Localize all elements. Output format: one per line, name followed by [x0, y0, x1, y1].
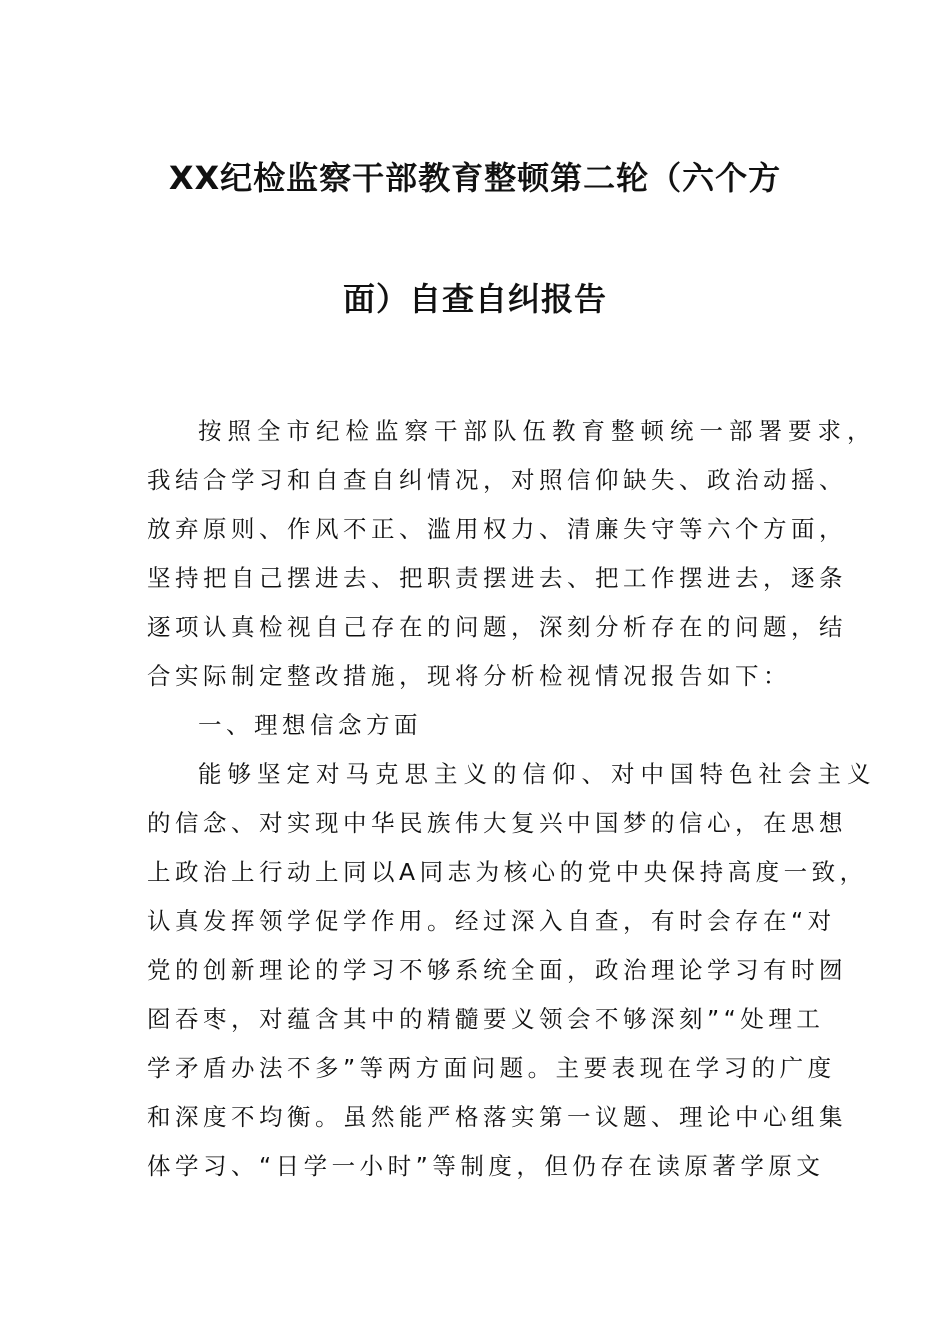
paragraph-line: 体学习、“日学一小时”等制度，但仍存在读原著学原文: [147, 1152, 825, 1180]
document-title-line-2: 面）自查自纠报告: [342, 280, 607, 318]
paragraph-line: 能够坚定对马克思主义的信仰、对中国特色社会主义: [198, 760, 877, 788]
section-heading: 一、理想信念方面: [198, 711, 422, 739]
paragraph-line: 党的创新理论的学习不够系统全面，政治理论学习有时囫: [147, 956, 847, 984]
paragraph-line: 我结合学习和自查自纠情况，对照信仰缺失、政治动摇、: [147, 466, 847, 494]
paragraph-line: 学矛盾办法不多”等两方面问题。主要表现在学习的广度: [147, 1054, 836, 1082]
paragraph-line: 放弃原则、作风不正、滥用权力、清廉失守等六个方面，: [147, 515, 847, 543]
paragraph-line: 上政治上行动上同以A同志为核心的党中央保持高度一致，: [147, 858, 868, 886]
paragraph-line: 逐项认真检视自己存在的问题，深刻分析存在的问题，结: [147, 613, 847, 641]
paragraph-line: 合实际制定整改措施，现将分析检视情况报告如下：: [147, 662, 791, 690]
paragraph-line: 的信念、对实现中华民族伟大复兴中国梦的信心，在思想: [147, 809, 847, 837]
paragraph-line: 按照全市纪检监察干部队伍教育整顿统一部署要求，: [198, 417, 877, 445]
paragraph-line: 囵吞枣，对蕴含其中的精髓要义领会不够深刻”“处理工: [147, 1005, 825, 1033]
document-title-line-1: XX纪检监察干部教育整顿第二轮（六个方: [168, 159, 782, 197]
paragraph-line: 坚持把自己摆进去、把职责摆进去、把工作摆进去，逐条: [147, 564, 847, 592]
paragraph-line: 认真发挥领学促学作用。经过深入自查，有时会存在“对: [147, 907, 836, 935]
paragraph-line: 和深度不均衡。虽然能严格落实第一议题、理论中心组集: [147, 1103, 847, 1131]
